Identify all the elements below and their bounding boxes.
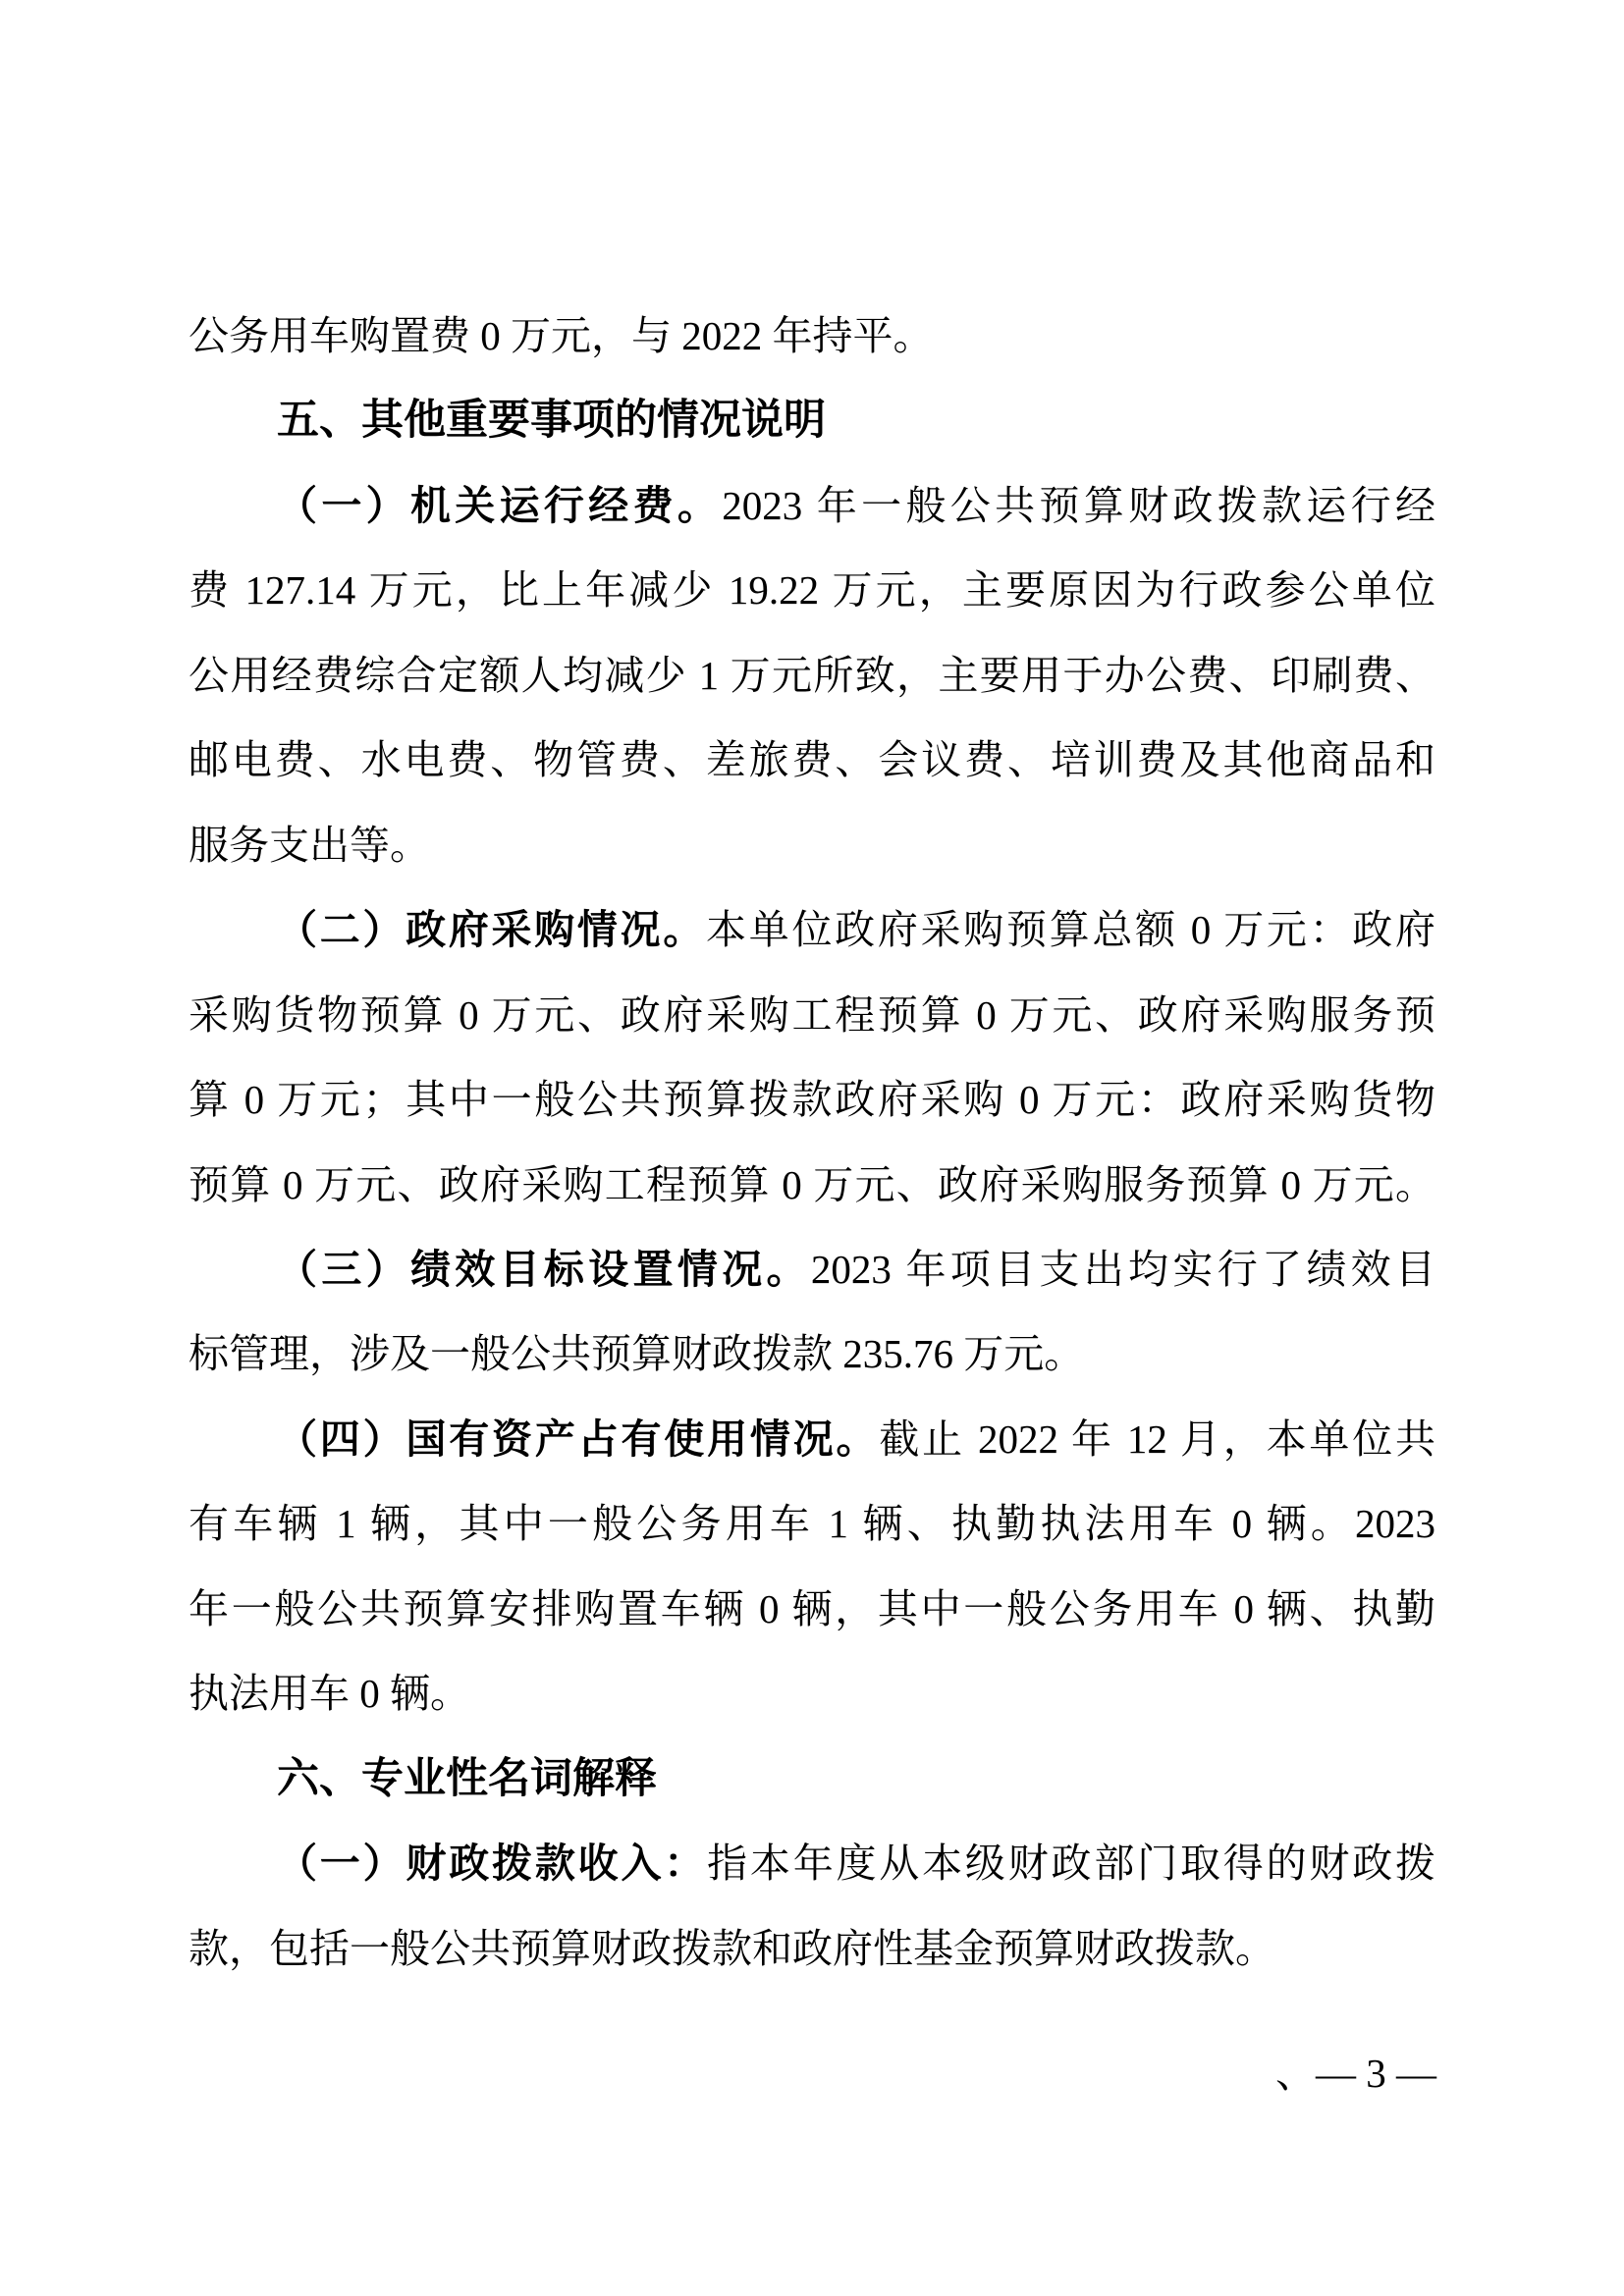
- text-segment: 款，包括一般公共预算财政拨款和政府性基金预算财政拨款。: [189, 1926, 1275, 1971]
- bold-text-segment: （二）政府采购情况。: [277, 907, 707, 952]
- text-line: [189, 1159, 1435, 1210]
- text-segment: 费 127.14 万元，比上年减少 19.22 万元，主要原因为行政参公单位: [189, 567, 1435, 613]
- text-segment: 指本年度从本级财政部门取得的财政拨: [707, 1841, 1435, 1886]
- text-line: [189, 310, 1435, 361]
- text-line: [189, 1583, 1435, 1634]
- bold-text-segment: （一）机关运行经费。: [277, 483, 723, 528]
- text-segment: 采购货物预算 0 万元、政府采购工程预算 0 万元、政府采购服务预: [189, 992, 1435, 1038]
- text-segment: 截止 2022 年 12 月，本单位共: [879, 1416, 1436, 1462]
- bold-text-segment: （一）财政拨款收入：: [277, 1841, 708, 1886]
- page-number: 、— 3 —: [1275, 2051, 1436, 2096]
- text-segment: 2023 年项目支出均实行了绩效目: [810, 1247, 1435, 1292]
- bold-text-segment: （四）国有资产占有使用情况。: [277, 1416, 880, 1462]
- bold-text-segment: 五、其他重要事项的情况说明: [277, 397, 826, 444]
- text-segment: 年一般公共预算安排购置车辆 0 辆，其中一般公务用车 0 辆、执勤: [189, 1586, 1435, 1631]
- text-line: [189, 1244, 1435, 1295]
- text-line: [189, 1414, 1435, 1465]
- text-line: [189, 734, 1435, 785]
- text-segment: 2023 年一般公共预算财政拨款运行经: [722, 483, 1436, 528]
- text-segment: 邮电费、水电费、物管费、差旅费、会议费、培训费及其他商品和: [189, 737, 1435, 782]
- text-segment: 公务用车购置费 0 万元，与 2022 年持平。: [189, 313, 934, 358]
- section-heading: [189, 1753, 1435, 1804]
- text-line: [189, 1838, 1435, 1889]
- text-line: [189, 1498, 1435, 1549]
- text-segment: 有车辆 1 辆，其中一般公务用车 1 辆、执勤执法用车 0 辆。2023: [189, 1501, 1435, 1546]
- text-line: [189, 480, 1435, 531]
- bold-text-segment: 六、专业性名词解释: [277, 1755, 657, 1802]
- text-line: [189, 820, 1435, 871]
- text-line: [189, 1923, 1435, 1974]
- text-line: [189, 564, 1435, 615]
- text-segment: 服务支出等。: [189, 823, 430, 868]
- text-segment: 本单位政府采购预算总额 0 万元：政府: [706, 907, 1436, 952]
- text-line: [189, 904, 1435, 955]
- text-segment: 执法用车 0 辆。: [189, 1671, 470, 1716]
- text-line: [189, 1328, 1435, 1379]
- text-line: [189, 1074, 1435, 1125]
- text-line: [189, 989, 1435, 1041]
- text-segment: 算 0 万元；其中一般公共预算拨款政府采购 0 万元：政府采购货物: [189, 1077, 1435, 1122]
- text-segment: 预算 0 万元、政府采购工程预算 0 万元、政府采购服务预算 0 万元。: [189, 1162, 1435, 1207]
- text-line: [189, 1668, 1435, 1719]
- text-segment: 公用经费综合定额人均减少 1 万元所致，主要用于办公费、印刷费、: [189, 653, 1435, 698]
- bold-text-segment: （三）绩效目标设置情况。: [277, 1247, 811, 1292]
- text-line: [189, 650, 1435, 701]
- section-heading: [189, 395, 1435, 446]
- text-segment: 标管理，涉及一般公共预算财政拨款 235.76 万元。: [189, 1331, 1085, 1376]
